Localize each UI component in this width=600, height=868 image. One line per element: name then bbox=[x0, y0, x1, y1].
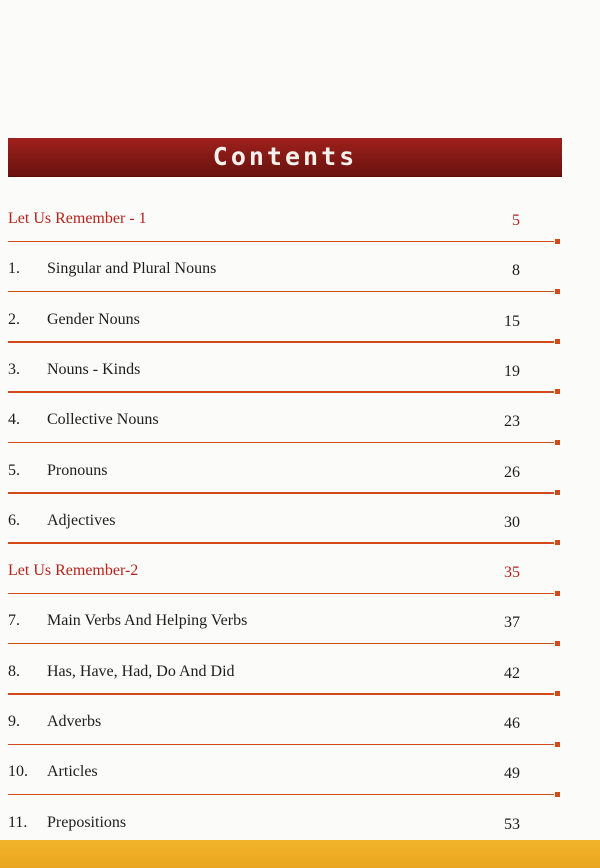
toc-page-number: 19 bbox=[504, 362, 520, 380]
toc-page-number: 53 bbox=[504, 815, 520, 833]
toc-row bbox=[8, 343, 560, 393]
toc-chapter-number: 3. bbox=[8, 360, 20, 378]
toc-section-row bbox=[8, 192, 560, 242]
toc-chapter-number: 7. bbox=[8, 612, 20, 630]
toc-page-number: 5 bbox=[512, 212, 520, 229]
toc-chapter-title: Singular and Plural Nouns bbox=[47, 260, 217, 278]
toc-chapter-title: Adjectives bbox=[47, 511, 116, 529]
toc-chapter-title: Prepositions bbox=[47, 813, 127, 831]
toc-row bbox=[8, 796, 560, 846]
toc-row bbox=[8, 293, 560, 343]
toc-chapter-number: 1. bbox=[8, 260, 20, 278]
toc-row bbox=[8, 393, 560, 443]
toc-row bbox=[8, 745, 560, 795]
toc-chapter-number: 11. bbox=[8, 813, 28, 831]
toc-section-label: Let Us Remember - 1 bbox=[8, 210, 147, 227]
toc-page-number: 30 bbox=[504, 513, 520, 531]
toc-chapter-number: 6. bbox=[8, 511, 20, 529]
toc-chapter-title: Main Verbs And Helping Verbs bbox=[47, 612, 248, 630]
toc-row bbox=[8, 494, 560, 544]
toc-chapter-title: Nouns - Kinds bbox=[47, 360, 141, 378]
toc-chapter-title: Gender Nouns bbox=[47, 310, 140, 328]
toc-chapter-number: 8. bbox=[8, 662, 20, 680]
toc-chapter-number: 2. bbox=[8, 310, 20, 328]
toc-chapter-title: Adverbs bbox=[47, 713, 102, 730]
toc-chapter-title: Has, Have, Had, Do And Did bbox=[47, 662, 235, 680]
toc-row bbox=[8, 645, 560, 695]
toc-row bbox=[8, 242, 560, 292]
toc-chapter-title: Articles bbox=[47, 763, 98, 781]
footer-bar bbox=[0, 840, 600, 868]
page-title: Contents bbox=[212, 142, 358, 171]
toc-page-number: 23 bbox=[504, 413, 520, 431]
toc-chapter-number: 4. bbox=[8, 411, 20, 429]
toc-page-number: 49 bbox=[504, 765, 520, 783]
toc-chapter-number: 9. bbox=[8, 713, 20, 730]
toc-row bbox=[8, 695, 560, 745]
toc-page-number: 8 bbox=[512, 262, 520, 280]
toc-page-number: 26 bbox=[504, 463, 520, 481]
toc-chapter-number: 5. bbox=[8, 461, 20, 479]
toc-row bbox=[8, 594, 560, 644]
toc-page-number: 37 bbox=[504, 614, 520, 632]
toc-page-number: 46 bbox=[504, 715, 520, 732]
toc-chapter-title: Collective Nouns bbox=[47, 411, 159, 429]
toc-page-number: 35 bbox=[504, 564, 520, 582]
toc-section-row bbox=[8, 544, 560, 594]
toc-chapter-number: 10. bbox=[8, 763, 28, 781]
toc-page-number: 42 bbox=[504, 664, 520, 682]
toc-row bbox=[8, 444, 560, 494]
toc-page-number: 15 bbox=[504, 312, 520, 330]
toc-chapter-title: Pronouns bbox=[47, 461, 108, 479]
toc-section-label: Let Us Remember-2 bbox=[8, 562, 139, 580]
